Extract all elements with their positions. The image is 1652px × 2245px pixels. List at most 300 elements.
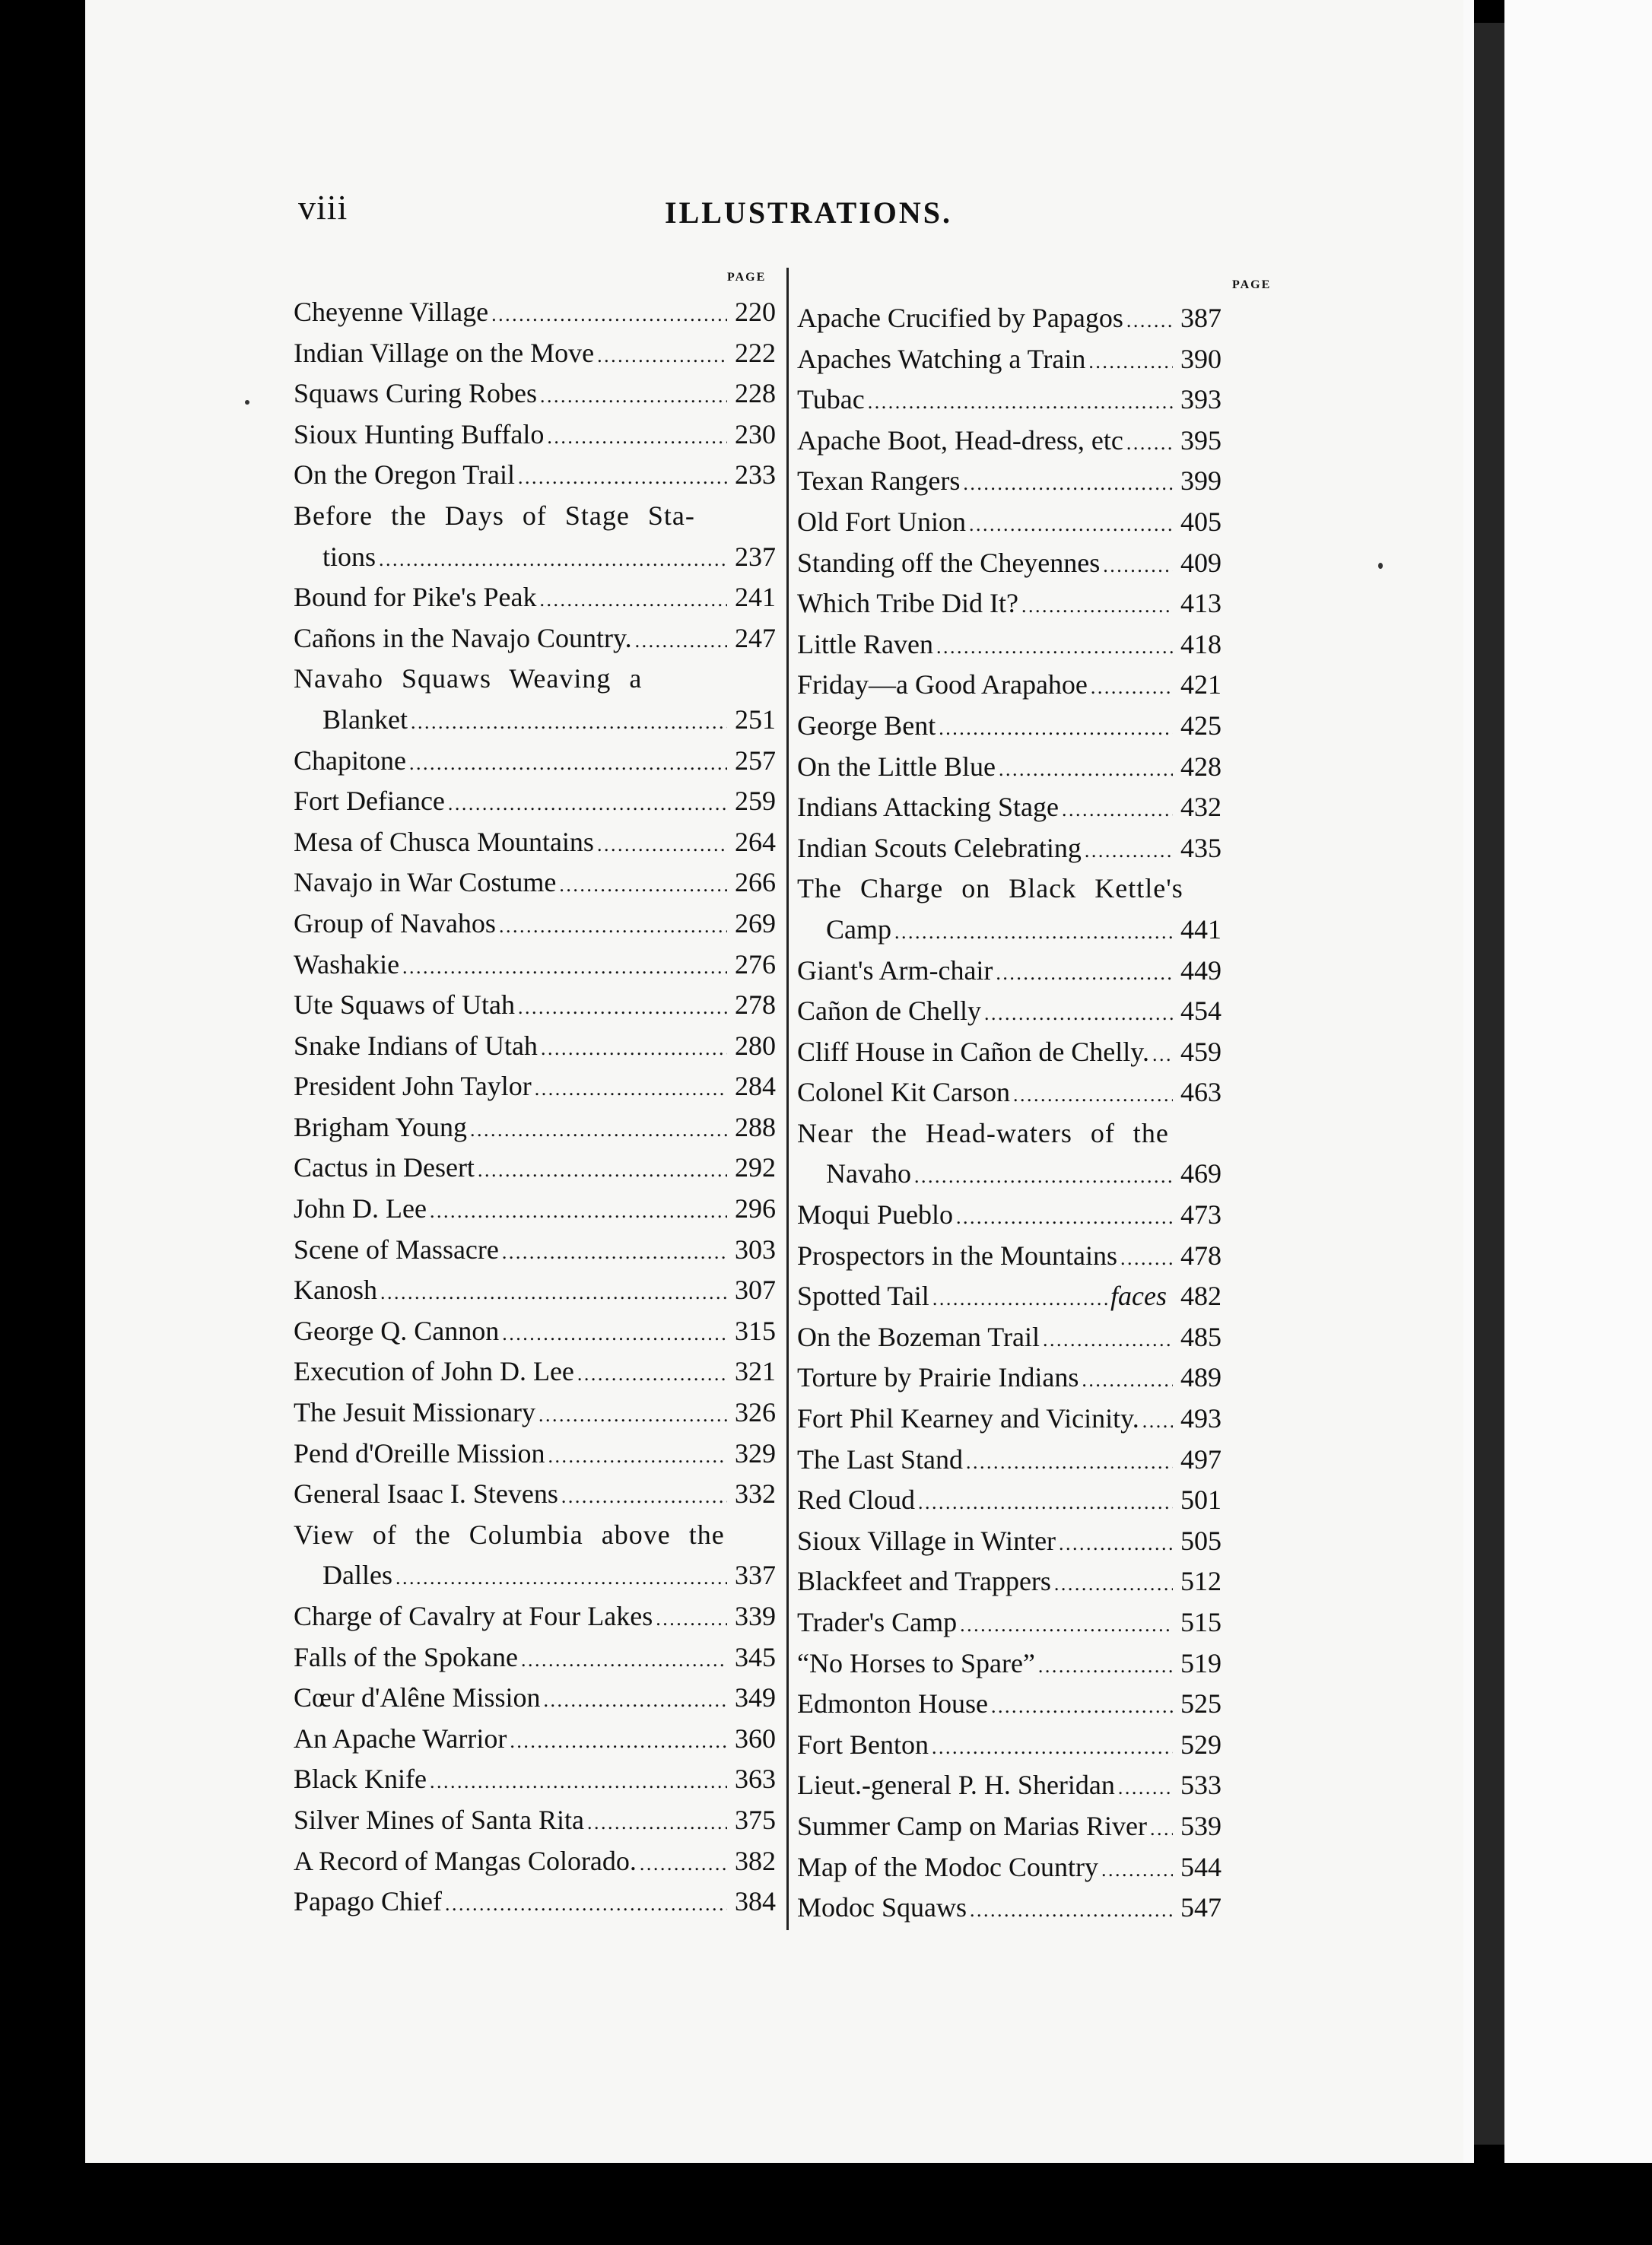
- illustration-page-number: 321: [735, 1356, 776, 1387]
- illustration-title: Charge of Cavalry at Four Lakes: [294, 1601, 653, 1631]
- illustration-entry: [294, 1066, 776, 1107]
- dot-leader: [561, 1474, 727, 1517]
- dot-leader: [409, 741, 727, 784]
- dot-leader: [918, 1480, 1173, 1523]
- dot-leader: [548, 1434, 727, 1477]
- illustration-entry: [797, 787, 1222, 828]
- page-column-label-right: PAGE: [1232, 278, 1272, 291]
- illustration-entry: [294, 577, 776, 618]
- illustration-title: View of the Columbia above the: [294, 1519, 725, 1550]
- illustration-page-number: 337: [735, 1560, 776, 1591]
- dot-leader: [538, 1392, 727, 1436]
- dot-leader: [868, 379, 1173, 423]
- illustration-entry: [294, 1189, 776, 1230]
- illustration-title: Lieut.-general P. H. Sheridan: [797, 1770, 1115, 1801]
- dot-leader: [445, 1881, 727, 1925]
- illustration-title: Standing off the Cheyennes: [797, 547, 1101, 578]
- illustration-entry: [797, 1521, 1222, 1562]
- illustration-title: Fort Benton: [797, 1729, 929, 1760]
- illustration-title: Cliff House in Cañon de Chelly.: [797, 1036, 1149, 1067]
- illustration-page-number: 384: [735, 1886, 776, 1917]
- illustration-page-number: 390: [1180, 343, 1222, 374]
- illustration-entry: [294, 618, 776, 659]
- illustration-entry: [294, 1719, 776, 1760]
- illustration-page-number: 459: [1180, 1036, 1222, 1067]
- illustration-page-number: 395: [1180, 424, 1222, 456]
- illustration-page-number: 428: [1180, 751, 1222, 782]
- illustration-title: Mesa of Chusca Mountains: [294, 826, 594, 857]
- illustration-page-number: 269: [735, 907, 776, 938]
- illustration-entry: [294, 1881, 776, 1923]
- illustration-title: Before the Days of Stage Sta-: [294, 500, 695, 531]
- illustration-page-number: 501: [1180, 1484, 1222, 1516]
- illustration-entry: [797, 1480, 1222, 1521]
- column-divider: [786, 268, 789, 1930]
- illustration-entry: [294, 1270, 776, 1311]
- illustration-title: Camp: [826, 913, 891, 945]
- illustration-entry: [797, 991, 1222, 1032]
- dot-leader: [1126, 298, 1173, 341]
- illustration-title: Sioux Village in Winter: [797, 1525, 1056, 1556]
- illustration-title: Indian Village on the Move: [294, 337, 595, 368]
- dot-leader: [963, 461, 1173, 504]
- page-number-folio: viii: [298, 188, 348, 227]
- illustration-page-number: 326: [735, 1397, 776, 1428]
- illustration-entry: [797, 828, 1222, 869]
- binding-edge: [1474, 23, 1504, 2145]
- illustration-page-number: 280: [735, 1030, 776, 1061]
- illustration-page-number: 505: [1180, 1525, 1222, 1556]
- illustration-title: tions: [322, 541, 376, 572]
- dot-leader: [1091, 665, 1173, 708]
- illustration-page-number: 230: [735, 418, 776, 449]
- illustration-entry: [294, 1351, 776, 1392]
- illustration-title: Papago Chief: [294, 1886, 442, 1917]
- illustration-page-number: 418: [1180, 628, 1222, 659]
- illustrations-list-right: [797, 298, 1222, 1929]
- illustration-entry: [294, 1555, 776, 1596]
- illustration-entry: [294, 1230, 776, 1271]
- illustration-page-number: 360: [735, 1723, 776, 1754]
- illustration-page-number: 288: [735, 1111, 776, 1142]
- dot-leader: [960, 1602, 1173, 1646]
- illustration-page-number: 382: [735, 1845, 776, 1876]
- illustration-entry: [294, 700, 776, 741]
- dot-leader: [597, 822, 727, 865]
- illustration-page-number: 533: [1180, 1770, 1222, 1801]
- illustration-page-number: 303: [735, 1234, 776, 1265]
- illustration-entry: [294, 292, 776, 333]
- illustration-title: Near the Head-waters of the: [797, 1117, 1169, 1148]
- illustration-title: Map of the Modoc Country: [797, 1851, 1098, 1882]
- illustration-entry: [294, 741, 776, 782]
- illustration-title: Snake Indians of Utah: [294, 1030, 538, 1061]
- illustration-page-number: 463: [1180, 1077, 1222, 1108]
- illustration-title: Spotted Tail: [797, 1281, 929, 1312]
- illustration-title: Group of Navahos: [294, 907, 496, 938]
- dot-leader: [1085, 828, 1173, 872]
- illustration-title: Giant's Arm-chair: [797, 954, 993, 986]
- illustration-page-number: 519: [1180, 1647, 1222, 1678]
- illustration-title: Friday—a Good Arapahoe: [797, 669, 1088, 700]
- illustration-title: Colonel Kit Carson: [797, 1077, 1010, 1108]
- illustration-entry: [797, 1113, 1222, 1154]
- illustration-entry: [294, 903, 776, 945]
- illustration-entry: [294, 414, 776, 456]
- illustration-entry: [797, 1847, 1222, 1888]
- illustration-entry: [294, 1311, 776, 1352]
- illustration-entry: [294, 455, 776, 496]
- illustration-title: Apache Boot, Head-dress, etc: [797, 424, 1123, 456]
- illustration-title: Moqui Pueblo: [797, 1199, 954, 1230]
- illustration-entry: [294, 1107, 776, 1148]
- illustration-title: Cañon de Chelly: [797, 995, 981, 1027]
- illustration-entry: [797, 747, 1222, 788]
- illustration-page-number: 349: [735, 1682, 776, 1713]
- dot-leader: [502, 1230, 727, 1273]
- illustration-title: Scene of Massacre: [294, 1234, 499, 1265]
- dot-leader: [956, 1195, 1173, 1238]
- illustration-entry: [797, 868, 1222, 910]
- illustration-title: Washakie: [294, 948, 400, 980]
- illustration-page-number: 489: [1180, 1362, 1222, 1393]
- illustration-title: Pend d'Oreille Mission: [294, 1437, 545, 1469]
- facing-page-edge: [1504, 0, 1652, 2163]
- illustration-page-number: 332: [735, 1478, 776, 1510]
- illustration-title: Texan Rangers: [797, 465, 961, 497]
- illustration-page-number: 387: [1180, 303, 1222, 333]
- illustration-page-number: 228: [735, 378, 776, 409]
- illustration-page-number: 421: [1180, 669, 1222, 700]
- illustration-entry: [294, 1515, 776, 1556]
- illustration-entry: [797, 1399, 1222, 1440]
- illustration-entry: [294, 1637, 776, 1678]
- illustration-page-number: 478: [1180, 1240, 1222, 1271]
- illustration-entry: [294, 862, 776, 903]
- illustration-title: Edmonton House: [797, 1688, 988, 1719]
- illustration-entry: [797, 1072, 1222, 1113]
- dot-leader: [1120, 1236, 1173, 1279]
- illustration-page-number: 247: [735, 622, 776, 653]
- dot-leader: [894, 910, 1173, 953]
- illustration-page-number: 375: [735, 1804, 776, 1835]
- illustration-title: Torture by Prairie Indians: [797, 1362, 1079, 1393]
- illustration-entry: [294, 1678, 776, 1719]
- illustration-page-number: 241: [735, 582, 776, 613]
- illustration-title: Navaho Squaws Weaving a: [294, 663, 643, 694]
- illustration-page-number: 339: [735, 1601, 776, 1631]
- dot-leader: [380, 1270, 727, 1313]
- illustration-entry: [294, 1759, 776, 1800]
- illustration-title: George Bent: [797, 710, 936, 741]
- dot-leader: [470, 1107, 727, 1151]
- illustration-page-number: 278: [735, 989, 776, 1021]
- page-title: ILLUSTRATIONS.: [665, 195, 953, 230]
- illustration-page-number: 515: [1180, 1607, 1222, 1637]
- illustration-entry: [797, 1725, 1222, 1766]
- illustration-page-number: 393: [1180, 384, 1222, 415]
- dot-leader: [491, 292, 727, 335]
- illustration-page-number: 473: [1180, 1199, 1222, 1230]
- dot-leader: [914, 1154, 1173, 1197]
- illustration-page-number: 409: [1180, 547, 1222, 578]
- dot-leader: [577, 1351, 727, 1395]
- illustration-entry: [294, 373, 776, 414]
- dot-leader: [966, 1440, 1173, 1483]
- illustration-page-number: 469: [1180, 1158, 1222, 1189]
- illustration-entry: [294, 1392, 776, 1434]
- illustration-entry: [294, 945, 776, 986]
- illustration-page-number: 237: [735, 541, 776, 572]
- illustration-title: Apache Crucified by Papagos: [797, 303, 1123, 333]
- dot-leader: [539, 577, 727, 621]
- illustration-entry: [797, 1236, 1222, 1277]
- illustration-entry: [797, 1888, 1222, 1929]
- illustration-title: Cañons in the Navajo Country.: [294, 622, 632, 653]
- illustration-page-number: 547: [1180, 1892, 1222, 1923]
- dot-leader: [1082, 1357, 1173, 1401]
- illustration-page-number: 276: [735, 948, 776, 980]
- illustration-entry: [294, 1841, 776, 1882]
- dot-leader: [1103, 543, 1173, 586]
- illustration-page-number: 405: [1180, 506, 1222, 537]
- illustration-entry: [294, 1474, 776, 1515]
- dot-leader: [502, 1311, 727, 1354]
- illustration-entry: [797, 1806, 1222, 1847]
- illustration-title: Cheyenne Village: [294, 297, 489, 327]
- dot-leader: [543, 1678, 727, 1721]
- dot-leader: [1013, 1072, 1173, 1116]
- illustration-title: George Q. Cannon: [294, 1315, 500, 1346]
- illustration-title: Blanket: [322, 703, 408, 735]
- illustration-page-number: 493: [1180, 1403, 1222, 1434]
- dot-leader: [1126, 421, 1173, 464]
- dot-leader: [478, 1148, 727, 1191]
- illustration-title: Indian Scouts Celebrating: [797, 832, 1082, 863]
- dot-leader: [521, 1637, 727, 1681]
- illustration-title: The Charge on Black Kettle's: [797, 873, 1183, 904]
- dot-leader: [499, 903, 727, 947]
- illustration-page-number: 413: [1180, 588, 1222, 619]
- illustration-page-number: 482: [1180, 1281, 1222, 1312]
- illustration-entry: [797, 1276, 1222, 1317]
- illustration-title: Ute Squaws of Utah: [294, 989, 515, 1021]
- scan-speck: [245, 400, 249, 405]
- illustration-page-number: 284: [735, 1071, 776, 1102]
- illustration-title: An Apache Warrior: [294, 1723, 507, 1754]
- dot-leader: [430, 1189, 727, 1232]
- illustration-title: Bound for Pike's Peak: [294, 582, 537, 613]
- dot-leader: [1142, 1399, 1173, 1442]
- illustration-title: Little Raven: [797, 628, 933, 659]
- illustration-title: “No Horses to Spare”: [797, 1647, 1035, 1678]
- dot-leader: [518, 985, 727, 1028]
- illustration-entry: [797, 1602, 1222, 1643]
- illustration-title: John D. Lee: [294, 1193, 427, 1224]
- illustration-entry: [294, 1434, 776, 1475]
- illustration-title: Sioux Hunting Buffalo: [294, 418, 545, 449]
- dot-leader: [1088, 339, 1173, 383]
- illustration-page-number: 435: [1180, 832, 1222, 863]
- illustration-entry: [294, 537, 776, 578]
- illustration-page-number: 485: [1180, 1321, 1222, 1352]
- illustration-title: Which Tribe Did It?: [797, 588, 1018, 619]
- illustration-title: Apaches Watching a Train: [797, 343, 1086, 374]
- illustration-title: Execution of John D. Lee: [294, 1356, 574, 1387]
- illustration-title: Navaho: [826, 1158, 911, 1189]
- dot-leader: [411, 700, 727, 743]
- illustration-entry: [797, 1684, 1222, 1725]
- dot-leader: [510, 1719, 727, 1762]
- illustration-page-number: 220: [735, 297, 776, 327]
- illustration-title: Black Knife: [294, 1764, 427, 1795]
- dot-leader: [430, 1759, 727, 1802]
- illustration-entry: [797, 298, 1222, 339]
- illustration-page-number: 259: [735, 786, 776, 817]
- illustration-page-number: 525: [1180, 1688, 1222, 1719]
- illustration-page-number: 544: [1180, 1851, 1222, 1882]
- dot-leader: [1062, 787, 1173, 830]
- dot-leader: [996, 951, 1173, 994]
- illustration-title: Silver Mines of Santa Rita: [294, 1804, 584, 1835]
- illustration-page-number: 512: [1180, 1566, 1222, 1597]
- dot-leader: [535, 1066, 727, 1110]
- illustration-entry: [797, 706, 1222, 747]
- dot-leader: [640, 1841, 727, 1885]
- illustration-page-number: 363: [735, 1764, 776, 1795]
- illustration-title: Brigham Young: [294, 1111, 468, 1142]
- illustration-entry: [294, 822, 776, 863]
- illustration-page-number: 529: [1180, 1729, 1222, 1760]
- illustration-title: The Last Stand: [797, 1443, 963, 1475]
- illustration-entry: [294, 1596, 776, 1637]
- dot-leader: [540, 373, 727, 417]
- illustration-title: Blackfeet and Trappers: [797, 1566, 1051, 1597]
- faces-note: faces: [1110, 1281, 1167, 1312]
- illustration-entry: [294, 985, 776, 1026]
- dot-leader: [1054, 1561, 1173, 1605]
- dot-leader: [932, 1276, 1107, 1319]
- illustration-title: The Jesuit Missionary: [294, 1397, 535, 1428]
- illustration-entry: [797, 1765, 1222, 1806]
- page-column-label-left: PAGE: [727, 271, 767, 284]
- dot-leader: [969, 502, 1173, 545]
- dot-leader: [1101, 1847, 1173, 1891]
- dot-leader: [448, 781, 727, 824]
- illustration-entry: [797, 461, 1222, 502]
- illustration-page-number: 222: [735, 337, 776, 368]
- dot-leader: [396, 1555, 727, 1599]
- illustration-entry: [294, 333, 776, 374]
- illustration-entry: [797, 1440, 1222, 1481]
- illustration-title: On the Oregon Trail: [294, 459, 515, 491]
- illustration-title: Cœur d'Alêne Mission: [294, 1682, 541, 1713]
- dot-leader: [999, 747, 1173, 790]
- illustration-title: Dalles: [322, 1560, 392, 1591]
- illustration-entry: [294, 1026, 776, 1067]
- illustration-page-number: 292: [735, 1152, 776, 1183]
- illustration-page-number: 257: [735, 745, 776, 776]
- illustration-title: General Isaac I. Stevens: [294, 1478, 558, 1510]
- illustration-title: Indians Attacking Stage: [797, 792, 1059, 823]
- illustration-title: Chapitone: [294, 745, 406, 776]
- illustration-title: Navajo in War Costume: [294, 867, 557, 898]
- illustration-page-number: 441: [1180, 913, 1222, 945]
- illustration-entry: [797, 339, 1222, 380]
- illustration-title: On the Little Blue: [797, 751, 996, 782]
- illustration-entry: [797, 543, 1222, 584]
- illustration-entry: [294, 659, 776, 700]
- dot-leader: [984, 991, 1173, 1034]
- illustration-page-number: 307: [735, 1275, 776, 1306]
- dot-leader: [1059, 1521, 1173, 1564]
- illustration-title: Falls of the Spokane: [294, 1641, 518, 1672]
- dot-leader: [656, 1596, 727, 1640]
- illustration-entry: [797, 624, 1222, 665]
- illustration-entry: [294, 1148, 776, 1189]
- dot-leader: [1021, 583, 1173, 627]
- dot-leader: [932, 1725, 1173, 1768]
- illustration-title: Fort Phil Kearney and Vicinity.: [797, 1403, 1139, 1434]
- dot-leader: [402, 945, 727, 988]
- illustration-title: President John Taylor: [294, 1071, 532, 1102]
- illustration-page-number: 329: [735, 1437, 776, 1469]
- illustration-entry: [797, 1154, 1222, 1195]
- illustration-page-number: 539: [1180, 1810, 1222, 1841]
- illustration-entry: [797, 910, 1222, 951]
- illustration-title: Cactus in Desert: [294, 1152, 475, 1183]
- illustration-entry: [797, 502, 1222, 543]
- illustration-page-number: 233: [735, 459, 776, 491]
- illustration-page-number: 264: [735, 826, 776, 857]
- illustration-page-number: 296: [735, 1193, 776, 1224]
- dot-leader: [1038, 1643, 1173, 1687]
- dot-leader: [587, 1800, 727, 1843]
- illustration-page-number: 454: [1180, 995, 1222, 1027]
- dot-leader: [1152, 1032, 1173, 1075]
- illustration-entry: [797, 1357, 1222, 1399]
- dot-leader: [379, 537, 727, 580]
- dot-leader: [1043, 1317, 1173, 1361]
- illustration-entry: [294, 496, 776, 537]
- illustration-page-number: 449: [1180, 954, 1222, 986]
- illustration-title: On the Bozeman Trail: [797, 1321, 1040, 1352]
- illustration-entry: [294, 1800, 776, 1841]
- illustration-entry: [797, 665, 1222, 706]
- illustration-title: Fort Defiance: [294, 786, 445, 817]
- illustration-title: Summer Camp on Marias River: [797, 1810, 1147, 1841]
- illustration-title: Modoc Squaws: [797, 1892, 967, 1923]
- illustration-title: Old Fort Union: [797, 506, 967, 537]
- illustration-page-number: 432: [1180, 792, 1222, 823]
- illustration-title: Kanosh: [294, 1275, 377, 1306]
- illustration-entry: [797, 1643, 1222, 1685]
- illustration-entry: [294, 781, 776, 822]
- illustration-page-number: 251: [735, 703, 776, 735]
- illustration-entry: [797, 1561, 1222, 1602]
- illustration-page-number: 497: [1180, 1443, 1222, 1475]
- dot-leader: [597, 333, 727, 376]
- illustration-page-number: 425: [1180, 710, 1222, 741]
- dot-leader: [518, 455, 727, 498]
- dot-leader: [936, 624, 1173, 668]
- illustration-title: A Record of Mangas Colorado.: [294, 1845, 637, 1876]
- dot-leader: [970, 1888, 1173, 1931]
- illustration-page-number: 315: [735, 1315, 776, 1346]
- page-gutter: [1463, 0, 1474, 2163]
- illustration-entry: [797, 379, 1222, 421]
- dot-leader: [541, 1026, 727, 1069]
